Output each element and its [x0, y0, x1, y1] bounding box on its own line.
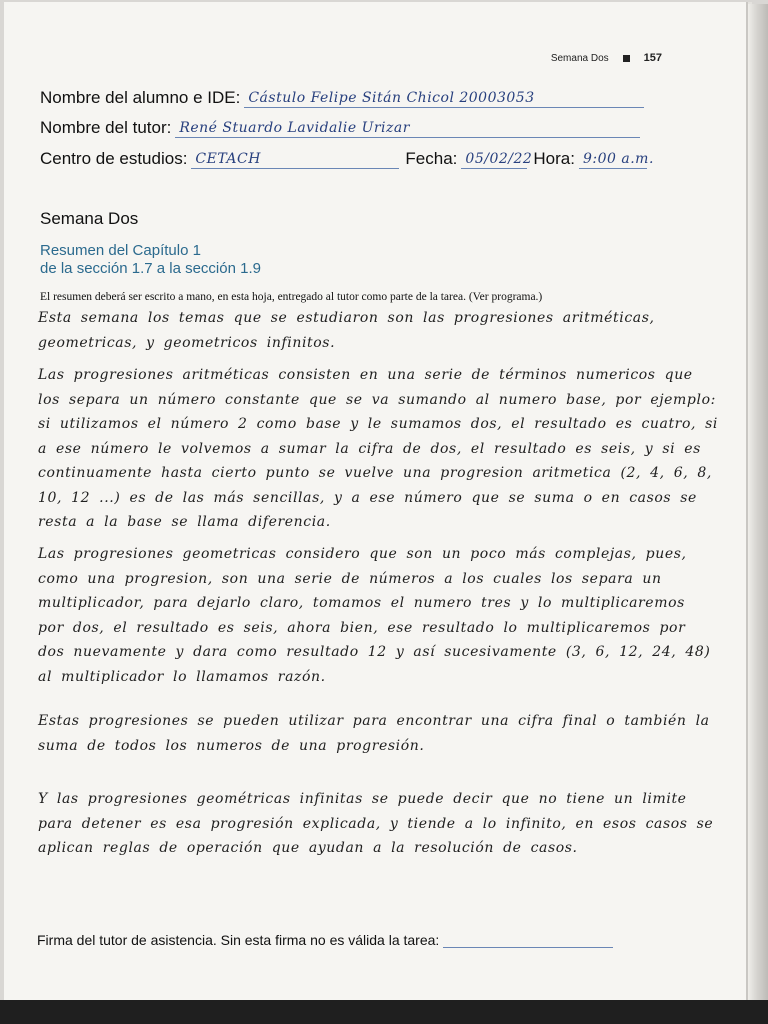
tutor-value: René Stuardo Lavidalie Urizar: [175, 120, 640, 138]
signature-line: [443, 933, 613, 948]
tutor-label: Nombre del tutor:: [40, 118, 172, 137]
scan-bottom-shadow: [0, 1000, 768, 1024]
student-label: Nombre del alumno e IDE:: [40, 88, 241, 107]
handwritten-paragraph-3: Las progresiones geometricas considero que son un poco más complejas, pues, como una progresion, son una serie de números a los cuales los separa un multiplicador, para dejarlo claro, tomamos el numero tres y lo multiplicaremos por dos, el resultado es seis, ahora bien, ese resultado lo multiplicaremos por dos nuevamente y dara como resultado 12 y así sucesivamente (3, 6, 12, 24, 48) al multiplicador lo llamamos razón.: [38, 546, 711, 685]
study-center-field: [40, 149, 654, 169]
handwritten-paragraph-4: Estas progresiones se pueden utilizar para encontrar una cifra final o también la suma de todos los numeros de una progresión.: [38, 713, 710, 754]
running-header: [551, 52, 662, 64]
chapter-title: [40, 242, 261, 278]
date-label: Fecha:: [405, 149, 458, 168]
handwritten-paragraph-2: Las progresiones aritméticas consisten en una serie de términos numericos que los separa un número constante que se va sumando al numero base, por ejemplo: si utilizamos el número 2 como base y le sumamos dos, el resultado es cuatro, si a ese número le volvemos a sumar la cifra de dos, el resultado es seis, y si es continuamente hasta cierto punto se vuelve una progresion aritmetica (2, 4, 6, 8, 10, 12 ...) es de las más sencillas, y a ese número que se suma o en casos se resta a la base se llama diferencia.: [38, 367, 718, 530]
chapter-title-line1: Resumen del Capítulo 1: [40, 242, 201, 259]
tutor-name-field: [40, 118, 640, 138]
section-title: Semana Dos: [40, 209, 139, 228]
signature-label: Firma del tutor de asistencia. Sin esta firma no es válida la tarea:: [37, 932, 440, 948]
handwritten-paragraph-5: Y las progresiones geométricas infinitas se puede decir que no tiene un limite para detener es esa progresión explicada, y tiende a lo infinito, en esos casos se aplican reglas de operación que ayudan a la resolución de casos.: [38, 791, 714, 856]
student-value: Cástulo Felipe Sitán Chicol 20003053: [244, 90, 644, 108]
square-bullet-icon: [623, 55, 630, 62]
center-value: CETACH: [191, 151, 399, 169]
center-label: Centro de estudios:: [40, 149, 188, 168]
time-value: 9:00 a.m.: [579, 151, 647, 169]
page-edge: [748, 4, 768, 1004]
chapter-title-line2: de la sección 1.7 a la sección 1.9: [40, 260, 261, 277]
page-number: 157: [643, 52, 662, 64]
running-title: Semana Dos: [550, 52, 609, 64]
instructions-text: El resumen deberá ser escrito a mano, en esta hoja, entregado al tutor como parte de la tarea. (Ver programa.): [40, 291, 543, 303]
time-label: Hora:: [533, 149, 575, 168]
date-value: 05/02/22: [461, 151, 527, 169]
handwritten-paragraph-1: Esta semana los temas que se estudiaron son las progresiones aritméticas, geometricas, y geometricos infinitos.: [38, 310, 655, 351]
student-name-field: [40, 88, 644, 108]
signature-footer: [37, 932, 613, 948]
workbook-page: [4, 2, 746, 1000]
